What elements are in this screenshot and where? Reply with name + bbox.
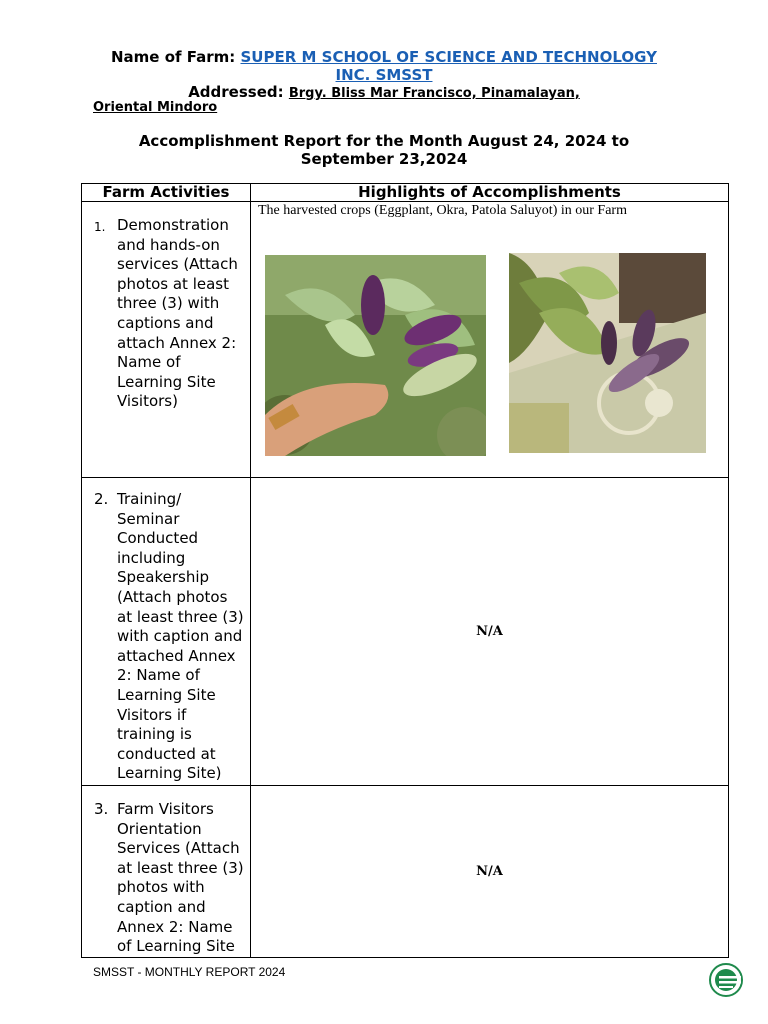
highlights-value: N/A <box>251 786 729 958</box>
footer-text: SMSST - MONTHLY REPORT 2024 <box>93 965 286 979</box>
farm-name-line-2 <box>0 66 768 84</box>
school-seal-icon <box>706 962 746 998</box>
harvest-photo-tile <box>509 253 706 453</box>
farm-name-link-2[interactable]: INC. SMSST <box>335 66 433 84</box>
activity-cell <box>82 786 251 958</box>
address-value: Brgy. Bliss Mar Francisco, Pinamalayan, <box>288 86 580 101</box>
photo-caption: The harvested crops (Eggplant, Okra, Patola Saluyot) in our Farm <box>258 203 627 218</box>
highlights-value: N/A <box>251 478 729 786</box>
activity-number: 2. <box>94 490 109 508</box>
col-header-farm-activities: Farm Activities <box>82 184 251 202</box>
activity-number: 1. <box>94 220 106 234</box>
report-title-line-1: Accomplishment Report for the Month August 24, 2024 to <box>138 132 630 150</box>
table-row <box>82 786 729 958</box>
activity-text: Training/ Seminar Conducted including Speakership (Attach photos at least three (3) with caption and attached Annex 2: Name of Learning Site Visitors if training is conducted at Learning Site) <box>117 490 244 783</box>
activity-text: Demonstration and hands-on services (Attach photos at least three (3) with captions and attach Annex 2: Name of Learning Site Visitors) <box>117 216 238 411</box>
report-title-line-2: September 23,2024 <box>300 150 468 168</box>
activity-number: 3. <box>94 800 109 818</box>
farm-name-label: Name of Farm: <box>111 48 241 66</box>
table-row <box>82 478 729 786</box>
activity-text: Farm Visitors Orientation Services (Attach at least three (3) photos with caption and Annex 2: Name of Learning Site <box>117 800 244 956</box>
harvest-photo-hand <box>265 255 486 456</box>
farm-name-line <box>0 48 768 66</box>
activity-cell <box>82 202 251 478</box>
table-header-row <box>82 184 729 202</box>
col-header-highlights: Highlights of Accomplishments <box>251 184 729 202</box>
address-line <box>0 83 768 101</box>
address-line-2: Oriental Mindoro <box>93 100 218 115</box>
farm-name-link[interactable]: SUPER M SCHOOL OF SCIENCE AND TECHNOLOGY <box>240 48 657 66</box>
activity-cell <box>82 478 251 786</box>
address-label: Addressed: <box>188 83 289 101</box>
